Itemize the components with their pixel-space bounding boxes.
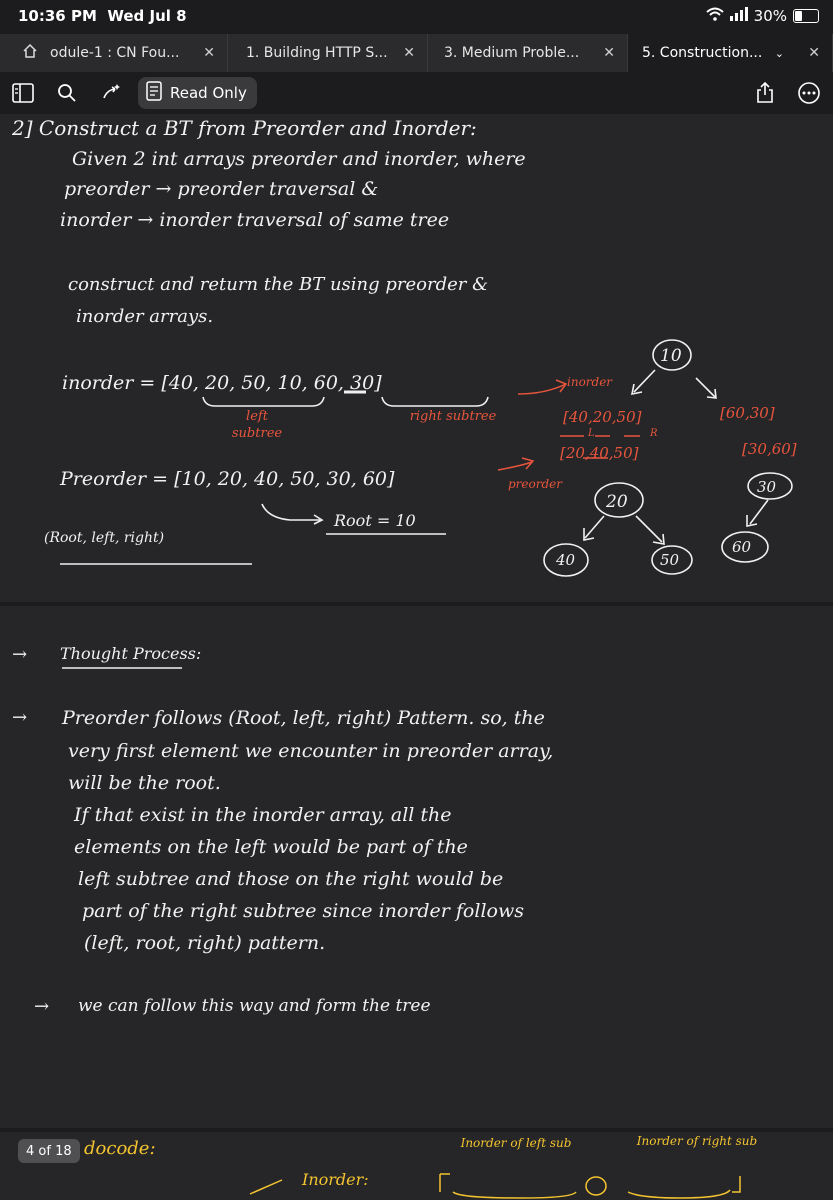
thought-line: If that exist in the inorder array, all the — [74, 804, 452, 826]
thought-line: part of the right subtree since inorder follows — [82, 900, 524, 922]
preorder-array: Preorder = [10, 20, 40, 50, 30, 60] — [60, 468, 395, 490]
notes-line: construct and return the BT using preorder & — [68, 274, 489, 295]
tree-node: 50 — [660, 551, 680, 569]
right-inorder-subarray: [60,30] — [720, 404, 775, 422]
thought-line: elements on the left would be part of the — [74, 836, 468, 858]
read-only-button[interactable] — [138, 77, 257, 109]
search-icon[interactable] — [54, 80, 80, 106]
chevron-down-icon[interactable]: ⌄ — [774, 46, 784, 60]
battery-percent: 30% — [753, 7, 787, 25]
tab-label: 1. Building HTTP S... — [246, 45, 388, 61]
left-preorder-subarray: [20,40,50] — [560, 444, 639, 462]
tab-label: odule-1 : CN Fou... — [50, 45, 180, 61]
tab-label: 3. Medium Proble... — [444, 45, 580, 61]
page-indicator: 4 of 18 — [18, 1139, 80, 1163]
thought-line: we can follow this way and form the tree — [78, 996, 431, 1016]
tab-bar — [0, 34, 833, 72]
status-bar — [0, 0, 833, 34]
arrow-bullet: → — [12, 707, 28, 728]
battery-icon — [793, 9, 819, 23]
tree-node: 40 — [556, 551, 576, 569]
tab-label: 5. Construction... — [642, 45, 763, 61]
inorder-left-note: Inorder of left sub — [460, 1136, 572, 1150]
right-marker: R — [650, 428, 658, 439]
problem-heading: 2] Construct a BT from Preorder and Inorder: — [12, 116, 477, 140]
close-tab-icon[interactable]: ✕ — [403, 45, 415, 61]
home-icon[interactable] — [22, 43, 38, 63]
root-equals: Root = 10 — [334, 511, 416, 530]
tab-building-http[interactable] — [228, 34, 428, 72]
document-icon — [146, 81, 164, 105]
tab-construction[interactable] — [628, 34, 833, 72]
close-tab-icon[interactable]: ✕ — [808, 45, 820, 61]
thought-process-heading: Thought Process: — [60, 644, 202, 663]
thought-line: very first element we encounter in preorder array, — [68, 740, 554, 762]
note-page-1[interactable] — [0, 114, 833, 602]
arrow-bullet: → — [34, 996, 50, 1017]
tab-cn-fundamentals[interactable] — [0, 34, 228, 72]
tree-node: 60 — [732, 538, 752, 556]
read-only-label: Read Only — [170, 84, 247, 102]
status-date: Wed Jul 8 — [107, 7, 187, 25]
close-tab-icon[interactable]: ✕ — [203, 45, 215, 61]
tree-node: 30 — [757, 478, 777, 496]
inorder-array: inorder = [40, 20, 50, 10, 60, 30] — [62, 372, 382, 394]
thought-line: (left, root, right) pattern. — [84, 932, 326, 954]
left-subtree-label: left subtree — [231, 409, 283, 441]
tab-medium-problems[interactable] — [428, 34, 628, 72]
notes-line: Given 2 int arrays preorder and inorder, where — [72, 148, 526, 170]
pseudocode-heading: docode: — [84, 1138, 156, 1159]
handwriting-strokes — [0, 1132, 833, 1200]
handwriting-strokes — [0, 606, 833, 1128]
left-marker: L — [588, 428, 595, 439]
inorder-label: Inorder: — [302, 1170, 369, 1189]
thought-line: Preorder follows (Root, left, right) Pattern. so, the — [62, 707, 545, 729]
magic-wand-icon[interactable] — [98, 80, 124, 106]
note-page-3[interactable] — [0, 1132, 833, 1200]
note-page-2[interactable] — [0, 606, 833, 1128]
inorder-tag: inorder — [567, 375, 613, 389]
arrow-bullet: → — [12, 644, 28, 665]
wifi-icon — [706, 7, 724, 25]
notes-line: preorder → preorder traversal & — [64, 178, 379, 200]
sidebar-icon[interactable] — [10, 80, 36, 106]
tree-node: 20 — [606, 492, 628, 512]
thought-line: will be the root. — [68, 772, 221, 794]
preorder-tag: preorder — [508, 477, 562, 491]
tree-node: 10 — [660, 346, 682, 366]
notes-line: inorder → inorder traversal of same tree — [60, 209, 450, 231]
signal-icon — [730, 7, 748, 25]
handwriting-strokes — [0, 114, 833, 602]
toolbar — [0, 72, 833, 114]
right-preorder-subarray: [30,60] — [742, 440, 797, 458]
status-time: 10:36 PM Wed Jul 8 — [18, 7, 187, 25]
close-tab-icon[interactable]: ✕ — [603, 45, 615, 61]
more-options-icon[interactable] — [796, 80, 822, 106]
thought-line: left subtree and those on the right would be — [78, 868, 504, 890]
preorder-pattern: (Root, left, right) — [44, 530, 165, 546]
right-subtree-label: right subtree — [409, 409, 497, 424]
notes-line: inorder arrays. — [76, 306, 214, 327]
left-inorder-subarray: [40,20,50] — [563, 408, 642, 426]
share-icon[interactable] — [752, 80, 778, 106]
inorder-right-note: Inorder of right sub — [636, 1134, 758, 1148]
